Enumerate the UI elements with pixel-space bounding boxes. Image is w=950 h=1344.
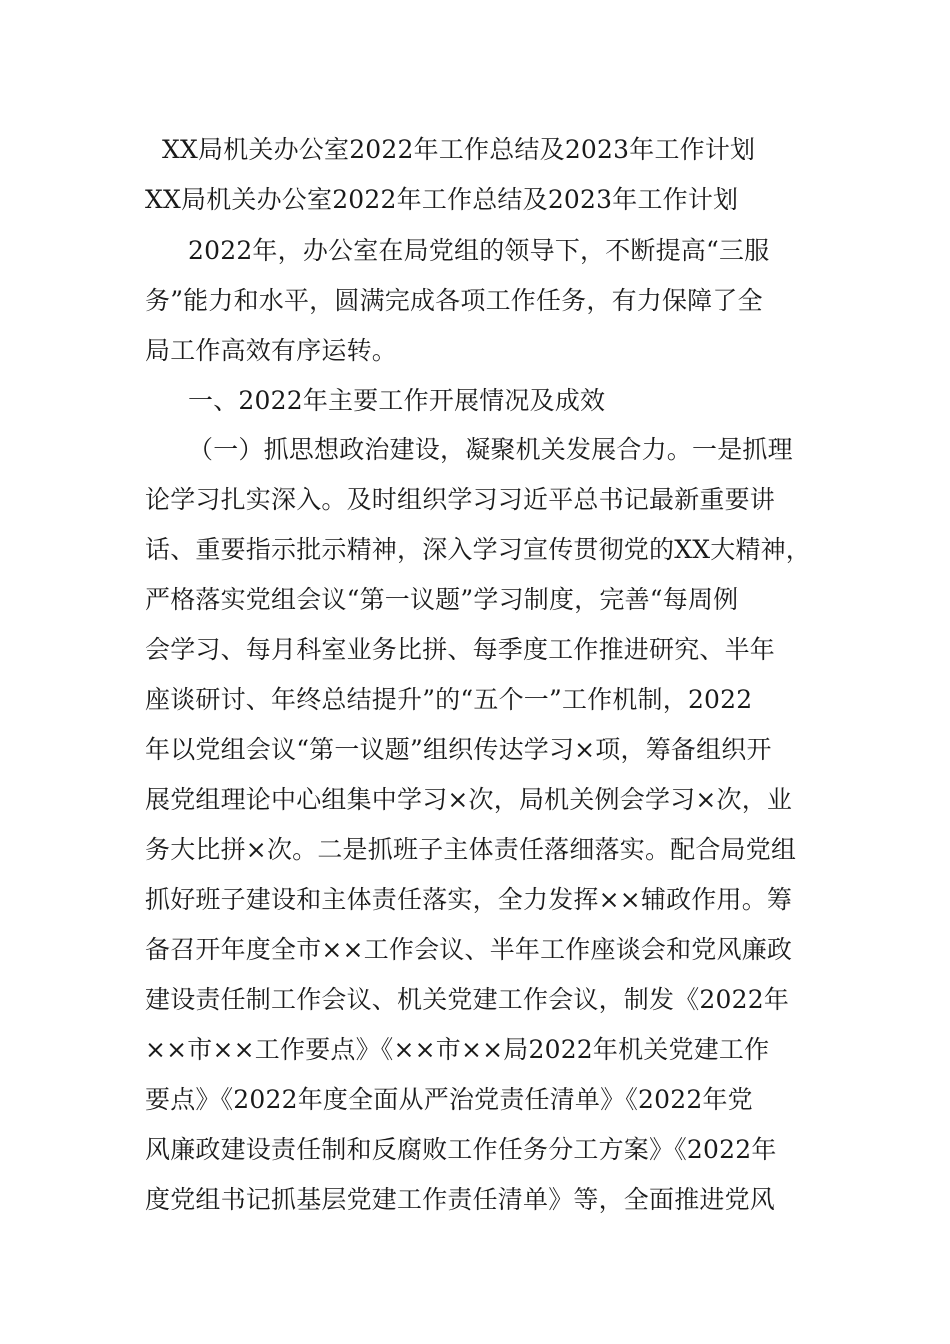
paragraph-line: 要点》《2022年度全面从严治党责任清单》《2022年党: [145, 1085, 753, 1114]
paragraph-line: 年以党组会议“第一议题”组织传达学习×项，筹备组织开: [145, 735, 772, 764]
document-subtitle: XX局机关办公室2022年工作总结及2023年工作计划: [145, 185, 739, 214]
paragraph-line: （一）抓思想政治建设，凝聚机关发展合力。一是抓理: [188, 435, 793, 464]
section-heading: 一、2022年主要工作开展情况及成效: [188, 386, 606, 415]
paragraph-line: 话、重要指示批示精神，深入学习宣传贯彻党的XX大精神，: [145, 535, 811, 564]
paragraph-line: 会学习、每月科室业务比拼、每季度工作推进研究、半年: [145, 635, 776, 664]
paragraph-line: 抓好班子建设和主体责任落实，全力发挥××辅政作用。筹: [145, 885, 793, 914]
paragraph-line: 论学习扎实深入。及时组织学习习近平总书记最新重要讲: [145, 485, 776, 514]
paragraph-line: 务”能力和水平，圆满完成各项工作任务，有力保障了全: [145, 286, 763, 315]
paragraph-line: 局工作高效有序运转。: [145, 336, 398, 365]
paragraph-line: 建设责任制工作会议、机关党建工作会议，制发《2022年: [145, 985, 790, 1014]
paragraph-line: 座谈研讨、年终总结提升”的“五个一”工作机制，2022: [145, 685, 753, 714]
paragraph-line: 展党组理论中心组集中学习×次，局机关例会学习×次，业: [145, 785, 793, 814]
paragraph-line: 务大比拼×次。二是抓班子主体责任落细落实。配合局党组: [145, 835, 797, 864]
paragraph-line: 度党组书记抓基层党建工作责任清单》等，全面推进党风: [145, 1185, 776, 1214]
document-title: XX局机关办公室2022年工作总结及2023年工作计划: [162, 135, 756, 164]
paragraph-line: 风廉政建设责任制和反腐败工作任务分工方案》《2022年: [145, 1135, 777, 1164]
paragraph-line: 严格落实党组会议“第一议题”学习制度，完善“每周例: [145, 585, 739, 614]
paragraph-line: ××市××工作要点》《××市××局2022年机关党建工作: [145, 1035, 770, 1064]
paragraph-line: 备召开年度全市××工作会议、半年工作座谈会和党风廉政: [145, 935, 793, 964]
paragraph-line: 2022年，办公室在局党组的领导下，不断提高“三服: [188, 236, 770, 265]
